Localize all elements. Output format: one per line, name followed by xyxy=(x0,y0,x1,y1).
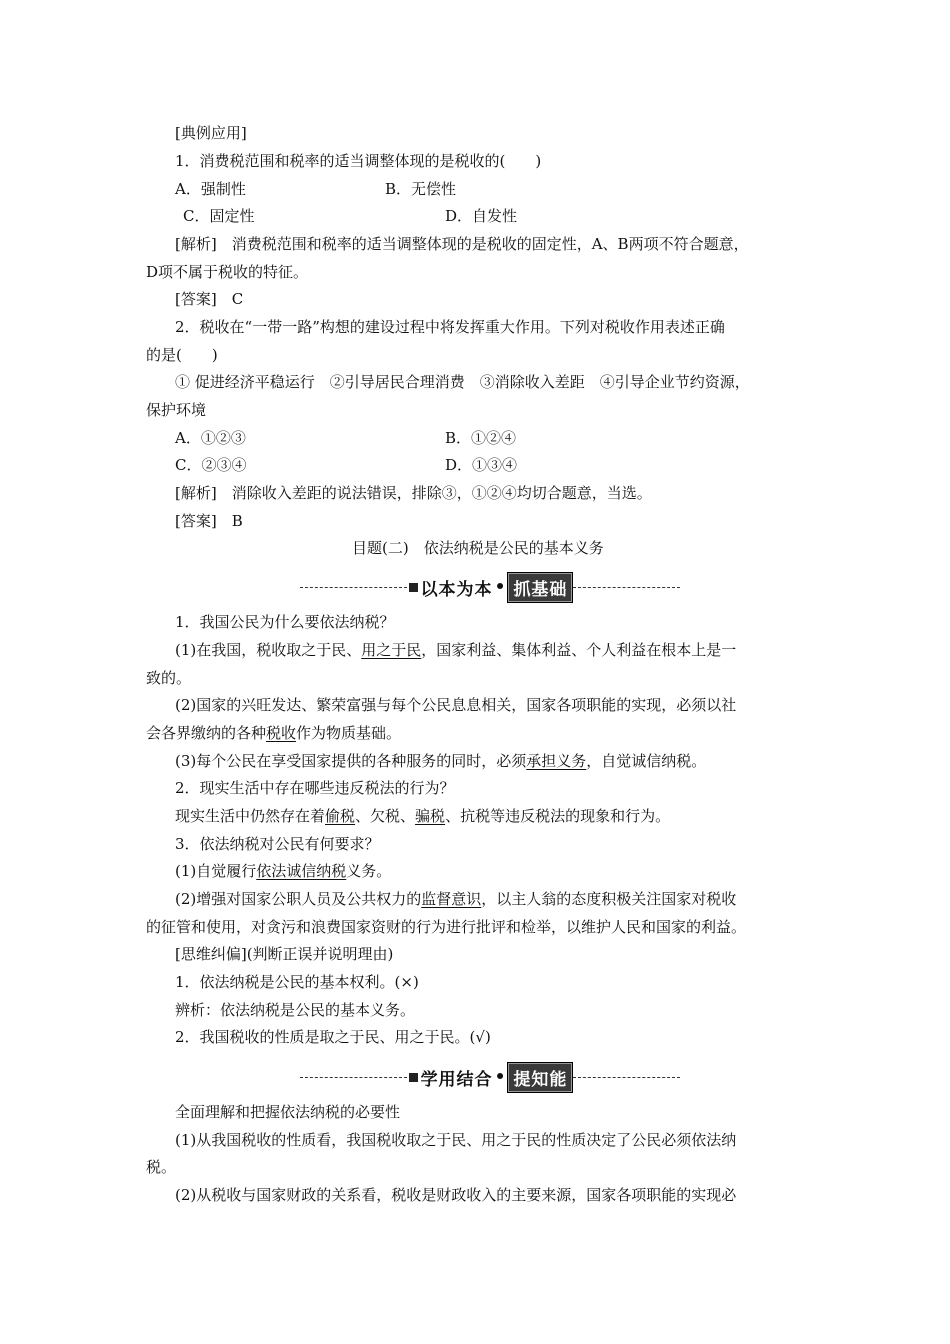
q2-statements: ① 促进经济平稳运行 ②引导居民合理消费 ③消除收入差距 ④引导企业节约资源， xyxy=(175,373,750,391)
text-part: (2)增强对国家公职人员及公共权力的 xyxy=(175,890,422,908)
application-heading: 全面理解和把握依法纳税的必要性 xyxy=(175,1103,401,1121)
banner-dash-left xyxy=(300,587,407,588)
text-part: 会各界缴纳的各种 xyxy=(146,724,267,742)
banner-application xyxy=(300,1062,680,1092)
underlined-term: 依法诚信纳税 xyxy=(256,862,347,880)
q1-answer: [答案] C xyxy=(175,290,244,308)
text-part: 义务。 xyxy=(346,862,392,880)
underlined-term: 骗税 xyxy=(415,807,446,825)
banner-badge: 抓基础 xyxy=(507,572,573,603)
application-p2: (2)从税收与国家财政的关系看，税收是财政收入的主要来源，国家各项职能的实现必 xyxy=(175,1186,737,1204)
example-heading: [典例应用] xyxy=(175,124,247,142)
text-part: (1)在我国，税收取之于民、 xyxy=(175,641,362,659)
basics-p2: (2)国家的兴旺发达、繁荣富强与每个公民息息相关，国家各项职能的实现，必须以社 xyxy=(175,696,737,714)
banner-label: 学用结合 xyxy=(420,1069,493,1090)
q1-analysis: [解析] 消费税范围和税率的适当调整体现的是税收的固定性，A、B两项不符合题意， xyxy=(175,235,749,253)
basics-p3 xyxy=(175,751,706,771)
text-part: 现实生活中仍然存在着 xyxy=(175,807,326,825)
text-part: ，以主人翁的态度积极关注国家对税收 xyxy=(481,890,737,908)
underlined-term: 用之于民 xyxy=(361,641,422,659)
text-part: 、抗税等违反税法的现象和行为。 xyxy=(445,807,671,825)
judgment-1-reason: 辨析：依法纳税是公民的基本义务。 xyxy=(175,1001,416,1019)
square-icon xyxy=(409,583,418,592)
basics-q2: 2．现实生活中存在哪些违反税法的行为？ xyxy=(175,779,455,797)
text-part: 、欠税、 xyxy=(355,807,416,825)
thinking-heading: [思维纠偏](判断正误并说明理由) xyxy=(175,945,394,963)
banner-label: 以本为本 xyxy=(420,579,493,600)
basics-p6 xyxy=(175,889,736,909)
q1-option-a: A．强制性 xyxy=(175,180,246,198)
judgment-2: 2．我国税收的性质是取之于民、用之于民。(√) xyxy=(175,1028,491,1046)
square-icon xyxy=(409,1073,418,1082)
basics-p1 xyxy=(175,640,736,660)
application-p1-cont: 税。 xyxy=(146,1158,177,1176)
text-part: ，国家利益、集体利益、个人利益在根本上是一 xyxy=(421,641,737,659)
banner-dash-right xyxy=(573,1077,680,1078)
question-1: 1．消费税范围和税率的适当调整体现的是税收的( ) xyxy=(175,152,542,170)
underlined-term: 偷税 xyxy=(325,807,356,825)
underlined-term: 监督意识 xyxy=(421,890,482,908)
banner-badge: 提知能 xyxy=(507,1062,573,1093)
text-part: 作为物质基础。 xyxy=(296,724,402,742)
q2-analysis: [解析] 消除收入差距的说法错误，排除③，①②④均切合题意，当选。 xyxy=(175,484,652,502)
q1-analysis-cont: D项不属于税收的特征。 xyxy=(146,263,309,281)
underlined-term: 承担义务 xyxy=(526,752,587,770)
text-part: ，自觉诚信纳税。 xyxy=(586,752,707,770)
basics-p6-cont: 的征管和使用，对贪污和浪费国家资财的行为进行批评和检举，以维护人民和国家的利益。 xyxy=(146,918,747,936)
application-p1: (1)从我国税收的性质看，我国税收取之于民、用之于民的性质决定了公民必须依法纳 xyxy=(175,1131,737,1149)
text-part: (1)自觉履行 xyxy=(175,862,257,880)
banner-dash-right xyxy=(573,587,680,588)
q1-option-b: B．无偿性 xyxy=(385,180,457,198)
question-2: 2．税收在“一带一路”构想的建设过程中将发挥重大作用。下列对税收作用表述正确 xyxy=(175,318,725,336)
q2-statements-cont: 保护环境 xyxy=(146,401,207,419)
q2-option-d: D．①③④ xyxy=(445,456,518,474)
banner-dot: • xyxy=(494,1067,506,1087)
banner-basics xyxy=(300,572,680,602)
basics-p2-cont xyxy=(146,723,401,743)
q1-option-c: C．固定性 xyxy=(183,207,255,225)
underlined-term: 税收 xyxy=(266,724,297,742)
section-title: 目题(二) 依法纳税是公民的基本义务 xyxy=(352,539,604,557)
basics-q3: 3．依法纳税对公民有何要求？ xyxy=(175,835,380,853)
basics-p4 xyxy=(175,806,670,826)
q2-option-a: A．①②③ xyxy=(175,429,246,447)
q2-answer: [答案] B xyxy=(175,512,243,530)
basics-q1: 1．我国公民为什么要依法纳税？ xyxy=(175,613,395,631)
judgment-1: 1．依法纳税是公民的基本权利。(×) xyxy=(175,973,419,991)
basics-p1-cont: 致的。 xyxy=(146,669,192,687)
q1-option-d: D．自发性 xyxy=(445,207,518,225)
text-part: (3)每个公民在享受国家提供的各种服务的同时，必须 xyxy=(175,752,527,770)
basics-p5 xyxy=(175,861,391,881)
banner-dot: • xyxy=(494,577,506,597)
question-2-cont: 的是( ) xyxy=(146,346,218,364)
q2-option-c: C．②③④ xyxy=(175,456,247,474)
q2-option-b: B．①②④ xyxy=(445,429,517,447)
banner-dash-left xyxy=(300,1077,407,1078)
